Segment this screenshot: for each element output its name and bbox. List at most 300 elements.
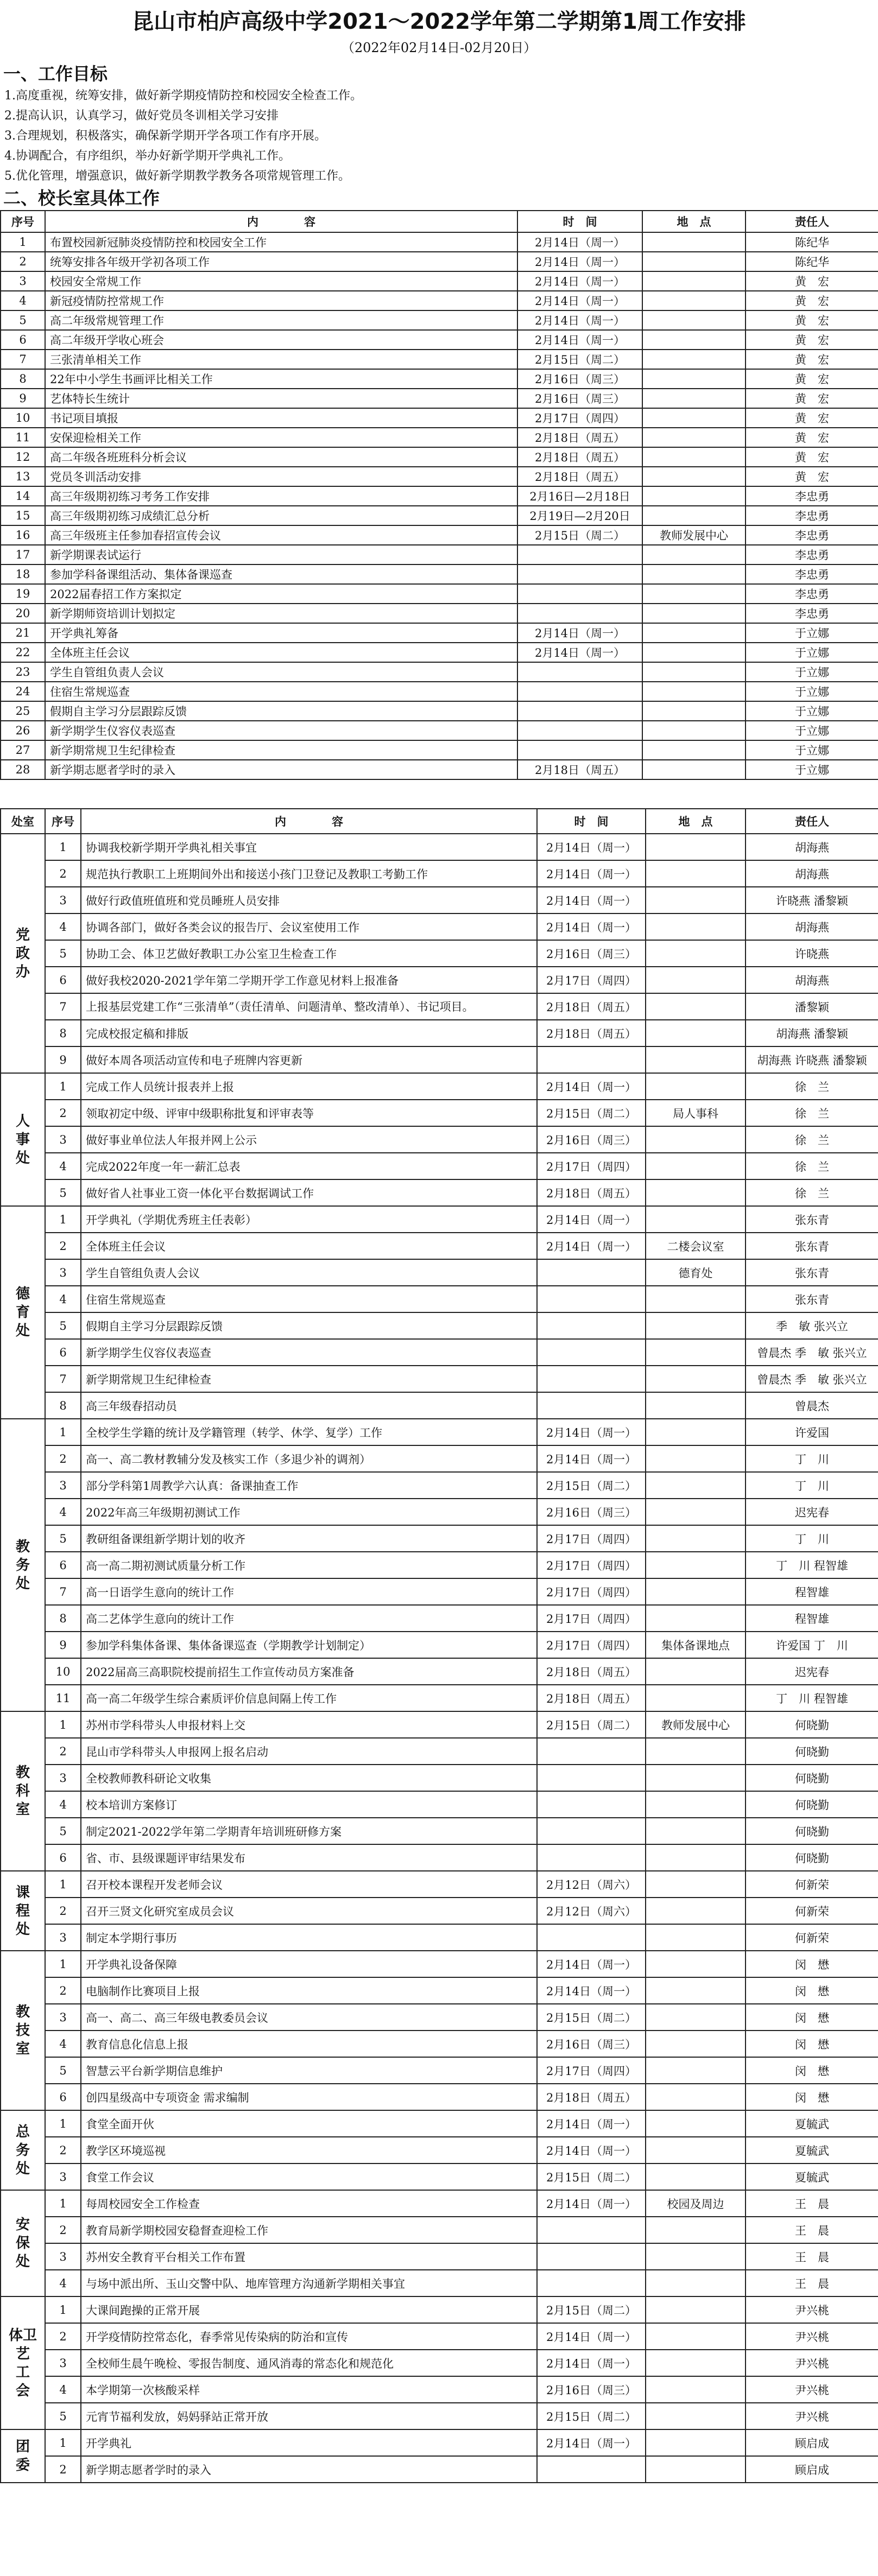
table-row xyxy=(1,252,878,271)
cell-no: 7 xyxy=(45,993,81,1020)
table-row xyxy=(1,2243,878,2270)
cell-time: 2月15日（周二） xyxy=(537,2004,646,2031)
cell-person: 尹兴桃 xyxy=(746,2403,878,2429)
table-row xyxy=(1,1818,878,1844)
cell-no: 5 xyxy=(45,2057,81,2084)
table-row xyxy=(1,1765,878,1791)
cell-no: 12 xyxy=(1,447,45,467)
cell-person: 于立娜 xyxy=(746,740,878,760)
table-row xyxy=(1,408,878,428)
cell-person: 李忠勇 xyxy=(746,545,878,564)
cell-content: 全校教师教科研论文收集 xyxy=(81,1765,537,1791)
goals-list xyxy=(0,86,878,186)
cell-person: 何新荣 xyxy=(746,1924,878,1951)
cell-time: 2月18日（周五） xyxy=(517,760,642,779)
cell-person: 陈纪华 xyxy=(746,252,878,271)
cell-content: 领取初定中级、评审中级职称批复和评审表等 xyxy=(81,1100,537,1126)
cell-content: 住宿生常规巡查 xyxy=(45,682,517,701)
cell-no: 28 xyxy=(1,760,45,779)
cell-person: 胡海燕 xyxy=(746,913,878,940)
cell-place xyxy=(646,940,746,967)
cell-place xyxy=(646,1153,746,1179)
section-heading-goals: 一、工作目标 xyxy=(3,64,108,84)
cell-time: 2月16日（周三） xyxy=(517,389,642,408)
cell-content: 开学典礼设备保障 xyxy=(81,1951,537,1977)
cell-place xyxy=(646,1844,746,1871)
cell-place xyxy=(646,1765,746,1791)
table-row xyxy=(1,2190,878,2217)
cell-time: 2月14日（周一） xyxy=(517,643,642,662)
cell-content: 高二年级开学收心班会 xyxy=(45,330,517,350)
table-row xyxy=(1,2296,878,2323)
cell-content: 大课间跑操的正常开展 xyxy=(81,2296,537,2323)
cell-time xyxy=(517,682,642,701)
cell-content: 新学期师资培训计划拟定 xyxy=(45,604,517,623)
cell-time: 2月14日（周一） xyxy=(537,2110,646,2137)
department-cell: 教 务 处 xyxy=(1,1419,45,1711)
cell-person: 闵 懋 xyxy=(746,1977,878,2004)
cell-time: 2月17日（周四） xyxy=(537,1578,646,1605)
cell-content: 完成校报定稿和排版 xyxy=(81,1020,537,1046)
cell-content: 协调我校新学期开学典礼相关事宜 xyxy=(81,834,537,860)
cell-no: 6 xyxy=(45,967,81,993)
cell-content: 省、市、县级课题评审结果发布 xyxy=(81,1844,537,1871)
cell-person: 王 晨 xyxy=(746,2243,878,2270)
cell-place xyxy=(646,2296,746,2323)
cell-no: 1 xyxy=(45,1073,81,1100)
cell-no: 7 xyxy=(1,350,45,369)
cell-time: 2月15日（周二） xyxy=(537,1472,646,1499)
goal-line: 3.合理规划，积极落实，确保新学期开学各项工作有序开展。 xyxy=(4,129,326,143)
cell-content: 做好事业单位法人年报并网上公示 xyxy=(81,1126,537,1153)
col-header-time: 时 间 xyxy=(537,809,646,834)
cell-person: 尹兴桃 xyxy=(746,2376,878,2403)
cell-place xyxy=(646,2429,746,2456)
cell-content: 校园安全常规工作 xyxy=(45,271,517,291)
cell-place xyxy=(646,2350,746,2376)
table-row xyxy=(1,1126,878,1153)
cell-content: 开学疫情防控常态化，春季常见传染病的防治和宣传 xyxy=(81,2323,537,2350)
cell-place: 教师发展中心 xyxy=(646,1711,746,1738)
section-heading-principal: 二、校长室具体工作 xyxy=(3,188,160,208)
table-row xyxy=(1,643,878,662)
cell-content: 做好我校2020-2021学年第二学期开学工作意见材料上报准备 xyxy=(81,967,537,993)
cell-person: 于立娜 xyxy=(746,643,878,662)
table-header-row xyxy=(1,809,878,834)
table-row xyxy=(1,860,878,887)
table-row xyxy=(1,1153,878,1179)
cell-no: 2 xyxy=(45,2323,81,2350)
cell-time: 2月16日（周三） xyxy=(537,2031,646,2057)
cell-person: 王 晨 xyxy=(746,2190,878,2217)
goal-line: 2.提高认识，认真学习，做好党员冬训相关学习安排 xyxy=(4,109,279,123)
cell-time: 2月15日（周二） xyxy=(537,2296,646,2323)
cell-no: 3 xyxy=(45,2243,81,2270)
cell-no: 2 xyxy=(45,2137,81,2163)
cell-place xyxy=(646,1445,746,1472)
cell-place xyxy=(646,1020,746,1046)
cell-time: 2月17日（周四） xyxy=(537,1552,646,1578)
table-row xyxy=(1,1020,878,1046)
cell-time: 2月16日（周三） xyxy=(537,2376,646,2403)
cell-no: 10 xyxy=(45,1658,81,1685)
cell-place xyxy=(646,1658,746,1685)
col-header-no: 序号 xyxy=(1,211,45,232)
cell-content: 党员冬训活动安排 xyxy=(45,467,517,486)
cell-time: 2月14日（周一） xyxy=(537,1419,646,1445)
cell-content: 学生自管组负责人会议 xyxy=(81,1259,537,1286)
department-cell: 党 政 办 xyxy=(1,834,45,1073)
cell-place xyxy=(646,834,746,860)
cell-place xyxy=(642,252,746,271)
cell-person: 李忠勇 xyxy=(746,584,878,604)
cell-time xyxy=(537,1791,646,1818)
cell-person: 徐 兰 xyxy=(746,1153,878,1179)
cell-person: 迟宪春 xyxy=(746,1658,878,1685)
cell-place xyxy=(646,2031,746,2057)
table-row xyxy=(1,545,878,564)
cell-time xyxy=(537,1259,646,1286)
cell-no: 5 xyxy=(45,1818,81,1844)
cell-person: 李忠勇 xyxy=(746,525,878,545)
cell-no: 18 xyxy=(1,564,45,584)
cell-content: 22年中小学生书画评比相关工作 xyxy=(45,369,517,389)
cell-time xyxy=(517,740,642,760)
principal-task-table xyxy=(0,210,878,780)
cell-place xyxy=(646,1126,746,1153)
cell-content: 苏州市学科带头人申报材料上交 xyxy=(81,1711,537,1738)
cell-person: 顾启成 xyxy=(746,2456,878,2483)
cell-person: 闵 懋 xyxy=(746,2084,878,2110)
cell-content: 全体班主任会议 xyxy=(81,1233,537,1259)
cell-time: 2月14日（周一） xyxy=(537,2190,646,2217)
cell-content: 新学期学生仪容仪表巡查 xyxy=(81,1339,537,1366)
department-cell: 教 科 室 xyxy=(1,1711,45,1871)
cell-time: 2月18日（周五） xyxy=(537,1020,646,1046)
table-row xyxy=(1,291,878,310)
cell-place xyxy=(646,1046,746,1073)
cell-person: 黄 宏 xyxy=(746,291,878,310)
cell-person: 夏毓武 xyxy=(746,2137,878,2163)
cell-place xyxy=(642,389,746,408)
cell-content: 2022年高三年级期初测试工作 xyxy=(81,1499,537,1525)
cell-person: 闵 懋 xyxy=(746,2057,878,2084)
table-row xyxy=(1,1206,878,1233)
table-row xyxy=(1,2084,878,2110)
cell-content: 昆山市学科带头人申报网上报名启动 xyxy=(81,1738,537,1765)
cell-content: 2022届春招工作方案拟定 xyxy=(45,584,517,604)
cell-person: 顾启成 xyxy=(746,2429,878,2456)
cell-place xyxy=(642,506,746,525)
cell-content: 假期自主学习分层跟踪反馈 xyxy=(45,701,517,721)
cell-no: 27 xyxy=(1,740,45,760)
cell-place: 德育处 xyxy=(646,1259,746,1286)
cell-place xyxy=(642,428,746,447)
cell-time: 2月19日—2月20日 xyxy=(517,506,642,525)
cell-person: 闵 懋 xyxy=(746,2004,878,2031)
cell-time: 2月18日（周五） xyxy=(537,993,646,1020)
cell-no: 4 xyxy=(45,1286,81,1312)
cell-time: 2月17日（周四） xyxy=(537,967,646,993)
cell-person: 黄 宏 xyxy=(746,467,878,486)
table-row xyxy=(1,564,878,584)
cell-no: 1 xyxy=(45,1951,81,1977)
cell-time: 2月18日（周五） xyxy=(537,1685,646,1711)
cell-time: 2月14日（周一） xyxy=(537,1445,646,1472)
table-row xyxy=(1,1525,878,1552)
cell-no: 3 xyxy=(45,1126,81,1153)
cell-time: 2月17日（周四） xyxy=(537,1525,646,1552)
col-header-dept: 处室 xyxy=(1,809,45,834)
cell-time: 2月18日（周五） xyxy=(537,1658,646,1685)
cell-no: 1 xyxy=(45,1871,81,1898)
cell-content: 高二年级常规管理工作 xyxy=(45,310,517,330)
cell-place xyxy=(646,1685,746,1711)
cell-content: 做好行政值班值班和党员睡班人员安排 xyxy=(81,887,537,913)
cell-place xyxy=(646,1578,746,1605)
table-row xyxy=(1,2350,878,2376)
table-row xyxy=(1,1951,878,1977)
cell-time: 2月15日（周二） xyxy=(537,1100,646,1126)
cell-time xyxy=(517,584,642,604)
cell-place xyxy=(646,2163,746,2190)
table-row xyxy=(1,1711,878,1738)
cell-place xyxy=(646,1977,746,2004)
cell-content: 高三年级期初练习成绩汇总分析 xyxy=(45,506,517,525)
cell-time: 2月14日（周一） xyxy=(537,860,646,887)
table-row xyxy=(1,2057,878,2084)
table-row xyxy=(1,1046,878,1073)
cell-place xyxy=(642,623,746,643)
table-row xyxy=(1,271,878,291)
cell-no: 1 xyxy=(45,1206,81,1233)
cell-no: 2 xyxy=(45,1898,81,1924)
cell-content: 高二艺体学生意向的统计工作 xyxy=(81,1605,537,1632)
cell-time: 2月14日（周一） xyxy=(537,1951,646,1977)
cell-content: 高一高二年级学生综合素质评价信息间隔上传工作 xyxy=(81,1685,537,1711)
table-row xyxy=(1,486,878,506)
cell-time: 2月14日（周一） xyxy=(517,330,642,350)
cell-person: 胡海燕 xyxy=(746,834,878,860)
cell-person: 尹兴桃 xyxy=(746,2350,878,2376)
table-row xyxy=(1,1312,878,1339)
cell-person: 李忠勇 xyxy=(746,604,878,623)
cell-content: 新学期学生仪容仪表巡查 xyxy=(45,721,517,740)
cell-place xyxy=(642,310,746,330)
cell-time: 2月14日（周一） xyxy=(537,2429,646,2456)
department-cell: 团 委 xyxy=(1,2429,45,2483)
cell-time: 2月14日（周一） xyxy=(537,2350,646,2376)
table-row xyxy=(1,1499,878,1525)
table-row xyxy=(1,1073,878,1100)
cell-place xyxy=(646,1392,746,1419)
cell-no: 24 xyxy=(1,682,45,701)
table-row xyxy=(1,721,878,740)
cell-content: 做好省人社事业工资一体化平台数据调试工作 xyxy=(81,1179,537,1206)
cell-time: 2月12日（周六） xyxy=(537,1871,646,1898)
cell-no: 4 xyxy=(45,1791,81,1818)
cell-person: 丁 川 程智雄 xyxy=(746,1552,878,1578)
cell-place xyxy=(642,604,746,623)
cell-content: 上报基层党建工作“三张清单”（责任清单、问题清单、整改清单）、书记项目。 xyxy=(81,993,537,1020)
cell-time: 2月14日（周一） xyxy=(537,834,646,860)
cell-time xyxy=(517,604,642,623)
cell-person: 于立娜 xyxy=(746,662,878,682)
table-row xyxy=(1,967,878,993)
cell-no: 3 xyxy=(1,271,45,291)
cell-content: 参加学科备课组活动、集体备课巡查 xyxy=(45,564,517,584)
cell-place xyxy=(646,1818,746,1844)
cell-time: 2月18日（周五） xyxy=(517,428,642,447)
cell-person: 尹兴桃 xyxy=(746,2296,878,2323)
cell-person: 于立娜 xyxy=(746,623,878,643)
cell-person: 胡海燕 xyxy=(746,860,878,887)
table-row xyxy=(1,350,878,369)
cell-time: 2月14日（周一） xyxy=(517,232,642,252)
cell-content: 高一、高二、高三年级电教委员会议 xyxy=(81,2004,537,2031)
cell-content: 食堂工作会议 xyxy=(81,2163,537,2190)
table-row xyxy=(1,2323,878,2350)
cell-person: 闵 懋 xyxy=(746,1951,878,1977)
cell-no: 3 xyxy=(45,1765,81,1791)
goal-line: 1.高度重视，统筹安排，做好新学期疫情防控和校园安全检查工作。 xyxy=(4,89,362,103)
cell-person: 黄 宏 xyxy=(746,350,878,369)
cell-person: 张东青 xyxy=(746,1206,878,1233)
cell-place xyxy=(646,1499,746,1525)
cell-content: 住宿生常规巡查 xyxy=(81,1286,537,1312)
cell-content: 做好本周各项活动宣传和电子班牌内容更新 xyxy=(81,1046,537,1073)
cell-person: 陈纪华 xyxy=(746,232,878,252)
cell-place: 集体备课地点 xyxy=(646,1632,746,1658)
cell-person: 张东青 xyxy=(746,1259,878,1286)
department-cell: 体卫艺 工 会 xyxy=(1,2296,45,2429)
cell-no: 10 xyxy=(1,408,45,428)
cell-place xyxy=(646,2243,746,2270)
cell-content: 校本培训方案修订 xyxy=(81,1791,537,1818)
cell-time: 2月18日（周五） xyxy=(537,1179,646,1206)
cell-time xyxy=(537,1046,646,1073)
cell-no: 6 xyxy=(45,1339,81,1366)
cell-content: 元宵节福利发放，妈妈驿站正常开放 xyxy=(81,2403,537,2429)
cell-place xyxy=(642,760,746,779)
cell-no: 4 xyxy=(45,2376,81,2403)
cell-content: 书记项目填报 xyxy=(45,408,517,428)
cell-time: 2月14日（周一） xyxy=(517,271,642,291)
cell-person: 何新荣 xyxy=(746,1871,878,1898)
cell-person: 黄 宏 xyxy=(746,428,878,447)
cell-person: 徐 兰 xyxy=(746,1073,878,1100)
cell-content: 开学典礼（学期优秀班主任表彰） xyxy=(81,1206,537,1233)
cell-no: 2 xyxy=(45,1977,81,2004)
cell-place xyxy=(642,330,746,350)
cell-content: 制定本学期行事历 xyxy=(81,1924,537,1951)
table-row xyxy=(1,525,878,545)
cell-place xyxy=(646,1898,746,1924)
cell-place xyxy=(646,2376,746,2403)
cell-place xyxy=(646,2456,746,2483)
cell-no: 15 xyxy=(1,506,45,525)
table-row xyxy=(1,2403,878,2429)
cell-time xyxy=(517,564,642,584)
cell-place xyxy=(642,545,746,564)
cell-time: 2月14日（周一） xyxy=(537,887,646,913)
cell-person: 许爱国 xyxy=(746,1419,878,1445)
cell-person: 黄 宏 xyxy=(746,389,878,408)
cell-time xyxy=(537,2456,646,2483)
table-row xyxy=(1,1685,878,1711)
cell-content: 完成工作人员统计报表并上报 xyxy=(81,1073,537,1100)
cell-place xyxy=(646,2057,746,2084)
cell-time: 2月15日（周二） xyxy=(537,2163,646,2190)
cell-time: 2月17日（周四） xyxy=(537,1605,646,1632)
cell-person: 丁 川 程智雄 xyxy=(746,1685,878,1711)
table-row xyxy=(1,1898,878,1924)
cell-content: 教研组备课组新学期计划的收齐 xyxy=(81,1525,537,1552)
cell-place xyxy=(642,662,746,682)
cell-person: 夏毓武 xyxy=(746,2110,878,2137)
cell-person: 程智雄 xyxy=(746,1578,878,1605)
table-row xyxy=(1,940,878,967)
table-row xyxy=(1,701,878,721)
cell-content: 新学期常规卫生纪律检查 xyxy=(81,1366,537,1392)
cell-place xyxy=(642,564,746,584)
cell-no: 8 xyxy=(1,369,45,389)
cell-person: 胡海燕 xyxy=(746,967,878,993)
cell-person: 黄 宏 xyxy=(746,369,878,389)
cell-time: 2月17日（周四） xyxy=(537,2057,646,2084)
table-row xyxy=(1,1658,878,1685)
cell-place xyxy=(646,2403,746,2429)
cell-content: 高三年级班主任参加春招宣传会议 xyxy=(45,525,517,545)
cell-place xyxy=(642,486,746,506)
table-row xyxy=(1,2376,878,2403)
cell-content: 2022届高三高职院校提前招生工作宣传动员方案准备 xyxy=(81,1658,537,1685)
department-cell: 安 保 处 xyxy=(1,2190,45,2296)
cell-no: 8 xyxy=(45,1605,81,1632)
cell-content: 新学期志愿者学时的录入 xyxy=(45,760,517,779)
cell-content: 高一高二期初测试质量分析工作 xyxy=(81,1552,537,1578)
cell-person: 丁 川 xyxy=(746,1472,878,1499)
cell-content: 学生自管组负责人会议 xyxy=(45,662,517,682)
cell-no: 2 xyxy=(45,2217,81,2243)
cell-person: 夏毓武 xyxy=(746,2163,878,2190)
cell-content: 布置校园新冠肺炎疫情防控和校园安全工作 xyxy=(45,232,517,252)
cell-time xyxy=(537,1765,646,1791)
cell-time xyxy=(537,1818,646,1844)
table-row xyxy=(1,662,878,682)
table-row xyxy=(1,310,878,330)
table-row xyxy=(1,1791,878,1818)
cell-place xyxy=(642,232,746,252)
cell-no: 16 xyxy=(1,525,45,545)
table-row xyxy=(1,1605,878,1632)
table-row xyxy=(1,2031,878,2057)
cell-time: 2月17日（周四） xyxy=(517,408,642,428)
cell-person: 黄 宏 xyxy=(746,310,878,330)
table-row xyxy=(1,2004,878,2031)
cell-place xyxy=(646,993,746,1020)
cell-no: 5 xyxy=(45,1179,81,1206)
cell-place xyxy=(642,271,746,291)
table-row xyxy=(1,1259,878,1286)
col-header-time: 时 间 xyxy=(517,211,642,232)
department-cell: 总 务 处 xyxy=(1,2110,45,2190)
goal-line: 5.优化管理，增强意识，做好新学期教学教务各项常规管理工作。 xyxy=(4,169,350,183)
cell-place xyxy=(646,913,746,940)
cell-place xyxy=(646,1179,746,1206)
cell-no: 1 xyxy=(45,2110,81,2137)
cell-person: 李忠勇 xyxy=(746,564,878,584)
